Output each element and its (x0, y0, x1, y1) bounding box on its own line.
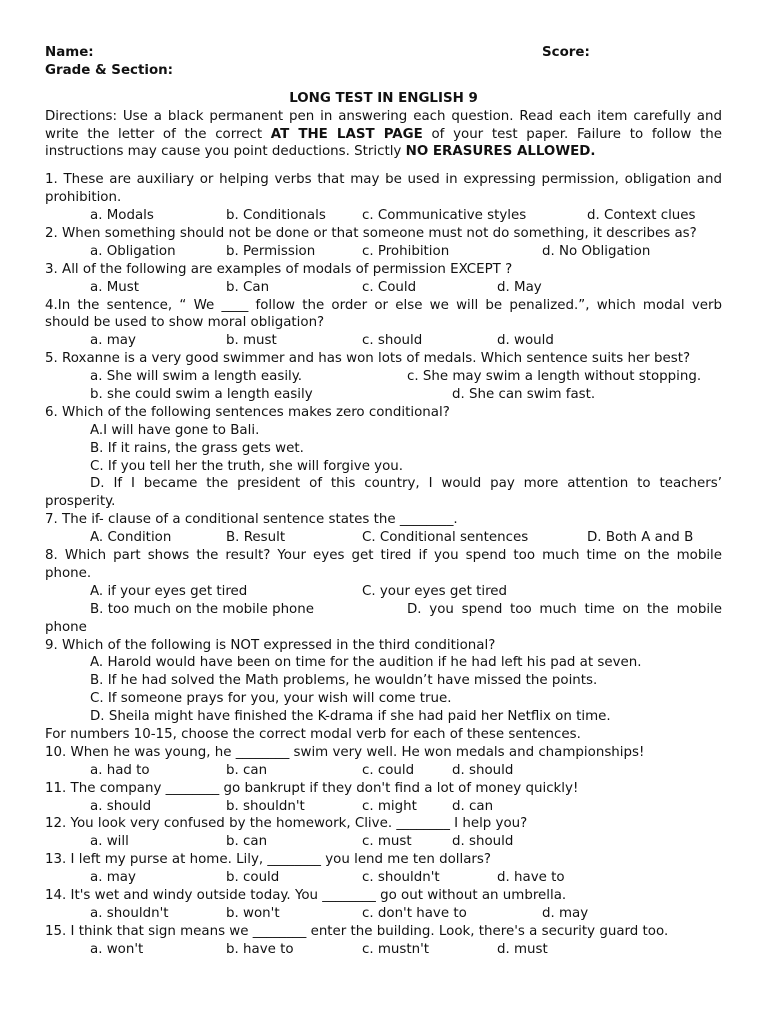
option-d: D. you spend too much time on the mobile (407, 601, 722, 617)
directions-line-1: Directions: Use a black permanent pen in answering each question. Read each item carefully and (45, 108, 722, 124)
spacer (45, 161, 722, 171)
option-a: a. Obligation (90, 243, 176, 259)
spacer (45, 80, 722, 90)
option-a: a. shouldn't (90, 905, 169, 921)
question-1-options (45, 207, 722, 225)
question-3-options (45, 279, 722, 297)
option-c: c. don't have to (362, 905, 467, 921)
directions-emphasis: NO ERASURES ALLOWED. (405, 144, 596, 160)
question-3-stem: 3. All of the following are examples of modals of permission EXCEPT ? (45, 261, 513, 277)
option-d: d. may (542, 905, 589, 921)
question-9-stem: 9. Which of the following is NOT expressed in the third conditional? (45, 637, 496, 653)
option-d: d. She can swim fast. (452, 387, 596, 403)
directions-text: write the letter of the correct (45, 126, 271, 142)
directions-line-2 (45, 126, 722, 144)
question-7-options (45, 529, 722, 547)
option-c: c. Could (362, 279, 417, 295)
question-6-stem: 6. Which of the following sentences makes zero conditional? (45, 404, 450, 420)
question-2-options (45, 243, 722, 261)
directions-emphasis: AT THE LAST PAGE (270, 126, 423, 142)
option-a: a. won't (90, 941, 144, 957)
option-a: a. should (90, 798, 152, 814)
option-a: a. had to (90, 762, 150, 778)
question-4-stem-cont: should be used to show moral obligation? (45, 315, 325, 331)
option-d: d. would (497, 333, 554, 349)
question-10-options (45, 762, 722, 780)
option-c: c. shouldn't (362, 870, 440, 886)
option-a: a. may (90, 870, 136, 886)
page-title: LONG TEST IN ENGLISH 9 (289, 90, 478, 106)
option-b: b. can (226, 834, 268, 850)
option-d-cont: prosperity. (45, 494, 116, 510)
option-d: D. If I became the president of this country, I would pay more attention to teachers’ (90, 476, 722, 492)
option-c: c. could (362, 762, 415, 778)
option-c: c. mustn't (362, 941, 430, 957)
option-d: d. No Obligation (542, 243, 651, 259)
option-d: D. Both A and B (587, 530, 694, 546)
option-b: b. she could swim a length easily (90, 387, 313, 403)
option-d: d. Context clues (587, 208, 696, 224)
question-12-stem: 12. You look very confused by the homework, Clive. ________ I help you? (45, 816, 528, 832)
option-a: A. if your eyes get tired (90, 583, 248, 599)
option-d-cont: phone (45, 619, 87, 635)
option-b: b. Permission (226, 243, 316, 259)
question-8-options-row-2 (45, 601, 722, 619)
question-7-stem: 7. The if- clause of a conditional sentence states the ________. (45, 512, 458, 528)
option-b: b. can (226, 762, 268, 778)
option-c: c. should (362, 333, 423, 349)
option-c: C. If someone prays for you, your wish will come true. (90, 691, 452, 707)
question-8-options-row-1 (45, 583, 722, 601)
grade-section-label: Grade & Section: (45, 62, 174, 78)
option-a: a. will (90, 834, 129, 850)
question-1-stem-cont: prohibition. (45, 190, 122, 206)
question-11-options (45, 798, 722, 816)
question-15-options (45, 941, 722, 959)
option-b: B. If he had solved the Math problems, he wouldn’t have missed the points. (90, 673, 598, 689)
option-d: d. should (452, 762, 514, 778)
question-2-stem: 2. When something should not be done or that someone must not do something, it describes as? (45, 226, 697, 242)
option-b: b. must (226, 333, 277, 349)
option-a: A. Harold would have been on time for the audition if he had left his pad at seven. (90, 655, 642, 671)
option-b: b. have to (226, 941, 294, 957)
question-4-stem: 4.In the sentence, “ We ____ follow the order or else we will be penalized.”, which modal verb (45, 297, 722, 313)
option-c: c. might (362, 798, 417, 814)
directions-text: instructions may cause you point deductions. Strictly (45, 144, 406, 160)
option-b: b. Can (226, 279, 270, 295)
name-label: Name: (45, 45, 94, 60)
question-1-stem: 1. These are auxiliary or helping verbs that may be used in expressing permission, obligation and (45, 172, 722, 188)
option-b: b. Conditionals (226, 208, 326, 224)
question-5-options-row-1 (45, 368, 722, 386)
question-14-options (45, 905, 722, 923)
header-row-1 (45, 44, 722, 62)
option-c: C. Conditional sentences (362, 530, 529, 546)
question-15-stem: 15. I think that sign means we ________ enter the building. Look, there's a security guard too. (45, 923, 669, 939)
option-a: A.I will have gone to Bali. (90, 422, 260, 438)
option-d: D. Sheila might have finished the K-drama if she had paid her Netflix on time. (90, 709, 611, 725)
question-13-options (45, 869, 722, 887)
test-page (45, 44, 722, 959)
directions-line-3 (45, 143, 722, 161)
option-d: d. May (497, 279, 542, 295)
option-c: c. must (362, 834, 412, 850)
option-a: A. Condition (90, 530, 172, 546)
question-11-stem: 11. The company ________ go bankrupt if they don't find a lot of money quickly! (45, 780, 579, 796)
option-d: d. must (497, 941, 548, 957)
option-b: b. shouldn't (226, 798, 305, 814)
option-a: a. Must (90, 279, 139, 295)
header-row-2 (45, 62, 722, 80)
option-a: a. She will swim a length easily. (90, 369, 303, 385)
section-instructions: For numbers 10-15, choose the correct modal verb for each of these sentences. (45, 726, 581, 742)
option-a: a. may (90, 333, 136, 349)
question-10-stem: 10. When he was young, he ________ swim very well. He won medals and championships! (45, 744, 645, 760)
question-12-options (45, 833, 722, 851)
question-5-options-row-2 (45, 386, 722, 404)
question-14-stem: 14. It's wet and windy outside today. You ________ go out without an umbrella. (45, 887, 567, 903)
option-d: d. should (452, 834, 514, 850)
question-4-options (45, 332, 722, 350)
score-label: Score: (542, 45, 590, 60)
option-c: c. Communicative styles (362, 208, 527, 224)
option-c: c. She may swim a length without stopping. (407, 369, 702, 385)
option-b: b. could (226, 870, 280, 886)
option-d: d. can (452, 798, 494, 814)
option-b: B. too much on the mobile phone (90, 601, 314, 617)
question-8-stem-cont: phone. (45, 565, 92, 581)
option-a: a. Modals (90, 208, 154, 224)
question-8-stem: 8. Which part shows the result? Your eyes get tired if you spend too much time on the mobile (45, 548, 722, 564)
option-b: B. Result (226, 530, 286, 546)
option-b: b. won't (226, 905, 280, 921)
directions-text: of your test paper. Failure to follow the (422, 126, 722, 142)
option-c: C. If you tell her the truth, she will forgive you. (90, 458, 404, 474)
option-b: B. If it rains, the grass gets wet. (90, 440, 304, 456)
question-5-stem: 5. Roxanne is a very good swimmer and has won lots of medals. Which sentence suits her best? (45, 351, 691, 367)
option-c: c. Prohibition (362, 243, 450, 259)
option-d: d. have to (497, 870, 565, 886)
question-13-stem: 13. I left my purse at home. Lily, ________ you lend me ten dollars? (45, 852, 491, 868)
option-c: C. your eyes get tired (362, 583, 508, 599)
